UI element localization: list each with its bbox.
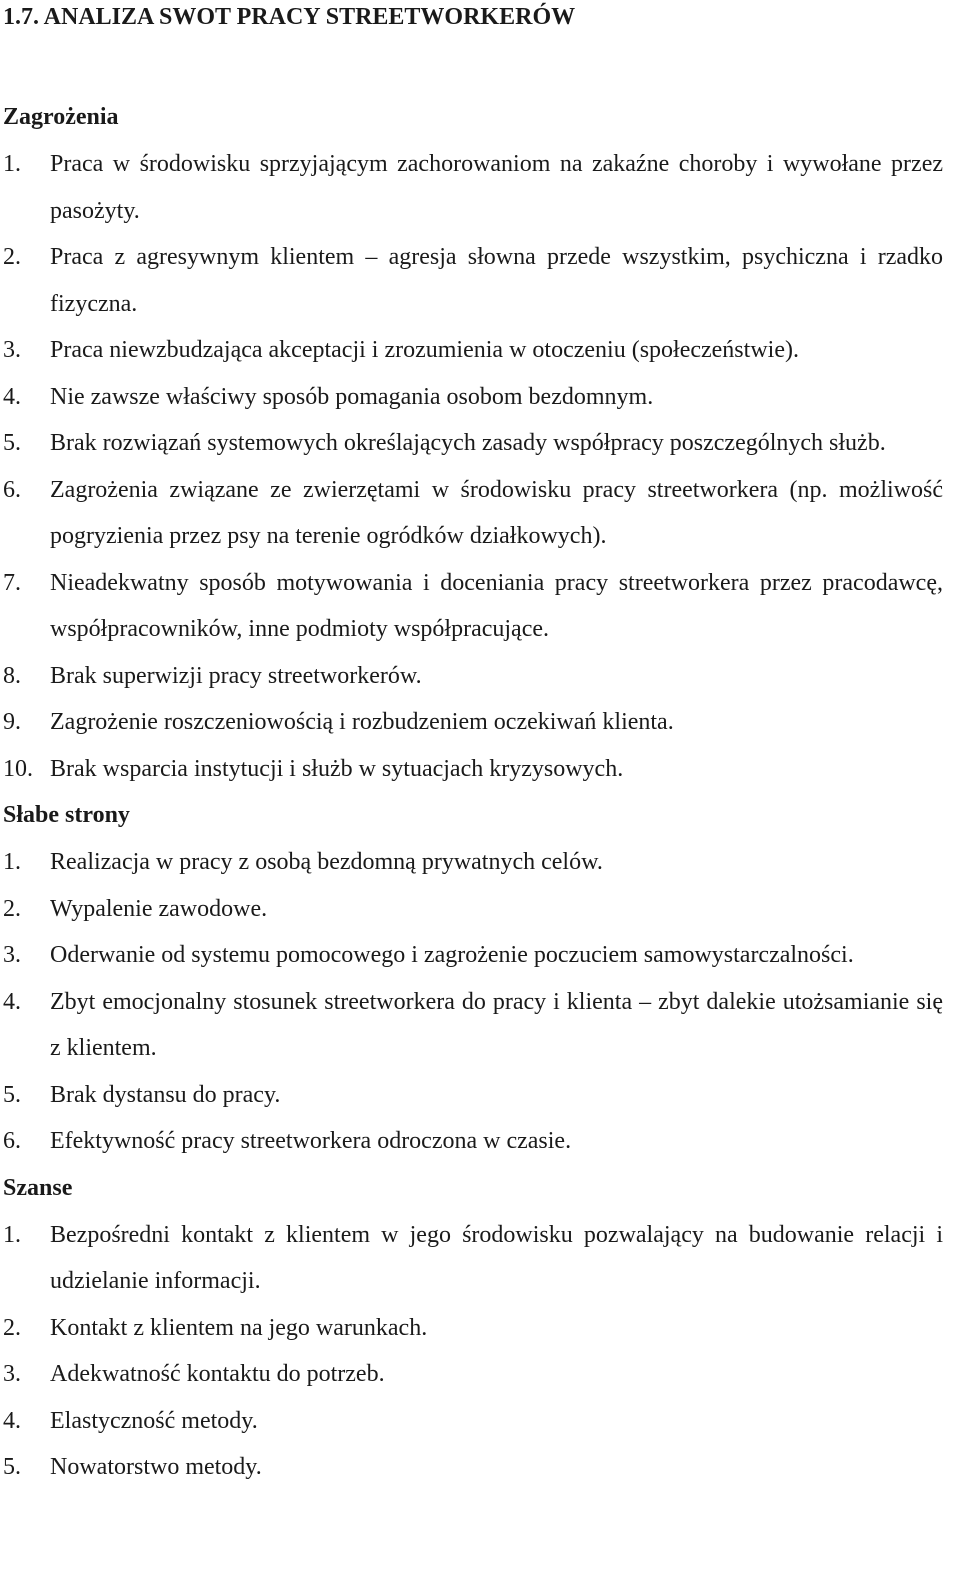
list-item [3,886,943,933]
list-item [3,1398,943,1445]
list-item-number: 1. [3,849,21,875]
list-item-text: Brak rozwiązań systemowych określających zasady współpracy poszczególnych służb. [50,430,886,456]
list-item [3,1444,943,1491]
list-item [3,560,943,653]
list-item-text: Zagrożenia związane ze zwierzętami w środowisku pracy streetworkera (np. możliwość pogryzienia przez psy na terenie ogródków działkowych). [50,476,943,549]
section-heading-threats: Zagrożenia [3,104,119,130]
list-item-number: 8. [3,662,21,689]
list-item [3,374,943,421]
list-item [3,141,943,234]
list-item-text: Kontakt z klientem na jego warunkach. [50,1314,428,1341]
list-item-text: Brak wsparcia instytucji i służb w sytuacjach kryzysowych. [50,755,624,782]
list-item [3,699,943,746]
list-item-text: Efektywność pracy streetworkera odroczona w czasie. [50,1128,572,1154]
list-item-number: 9. [3,709,21,735]
list-item [3,932,943,979]
list-item-text: Brak dystansu do pracy. [50,1081,281,1108]
list-item-number: 2. [3,244,21,270]
list-item-text: Praca w środowisku sprzyjającym zachorowaniom na zakaźne choroby i wywołane przez pasożyty. [50,151,943,224]
list-item [3,467,943,560]
list-item-text: Zbyt emocjonalny stosunek streetworkera do pracy i klienta – zbyt dalekie utożsamianie się z klientem. [50,988,943,1061]
list-item-number: 2. [3,895,21,922]
list-item-text: Praca z agresywnym klientem – agresja słowna przede wszystkim, psychiczna i rzadko fizyczna. [50,244,943,317]
list-item [3,1118,943,1165]
list-item-text: Brak superwizji pracy streetworkerów. [50,662,422,689]
list-item-number: 5. [3,1081,21,1108]
list-item-number: 3. [3,337,21,363]
weaknesses-list [3,839,943,1165]
document-page [3,0,943,1491]
list-item-number: 4. [3,383,21,410]
list-item-text: Bezpośredni kontakt z klientem w jego środowisku pozwalający na budowanie relacji i udzielanie informacji. [50,1221,943,1294]
list-item [3,1351,943,1398]
list-item-number: 6. [3,1128,21,1154]
list-item-text: Praca niewzbudzająca akceptacji i zrozumienia w otoczeniu (społeczeństwie). [50,337,799,363]
list-item-number: 6. [3,476,21,503]
list-item-number: 1. [3,151,21,177]
list-item-number: 7. [3,569,21,596]
list-item [3,420,943,467]
section-heading-weaknesses: Słabe strony [3,802,130,828]
list-item [3,234,943,327]
list-item-text: Wypalenie zawodowe. [50,895,268,922]
opportunities-list [3,1212,943,1491]
list-item [3,979,943,1072]
list-item-number: 5. [3,1454,21,1480]
list-item-number: 4. [3,988,21,1015]
section-heading-opportunities: Szanse [3,1174,73,1201]
list-item-text: Zagrożenie roszczeniowością i rozbudzeniem oczekiwań klienta. [50,709,674,735]
threats-list [3,141,943,792]
list-item [3,839,943,886]
list-item-text: Adekwatność kontaktu do potrzeb. [50,1361,385,1387]
list-item [3,746,943,793]
list-item-text: Elastyczność metody. [50,1407,258,1434]
list-item-number: 10. [3,755,33,782]
document-title: 1.7. ANALIZA SWOT PRACY STREETWORKERÓW [3,4,576,30]
list-item-text: Nowatorstwo metody. [50,1454,262,1480]
list-item-text: Nieadekwatny sposób motywowania i doceniania pracy streetworkera przez pracodawcę, współpracowników, inne podmioty współpracujące. [50,569,943,642]
list-item-number: 4. [3,1407,21,1434]
list-item-number: 5. [3,430,21,456]
list-item-number: 2. [3,1314,21,1341]
list-item [3,1305,943,1352]
list-item-text: Realizacja w pracy z osobą bezdomną prywatnych celów. [50,849,603,875]
list-item-number: 3. [3,1361,21,1387]
list-item-text: Nie zawsze właściwy sposób pomagania osobom bezdomnym. [50,383,654,410]
list-item [3,327,943,374]
list-item [3,1212,943,1305]
list-item [3,653,943,700]
list-item-number: 1. [3,1221,21,1248]
list-item-number: 3. [3,942,21,968]
list-item [3,1072,943,1119]
list-item-text: Oderwanie od systemu pomocowego i zagrożenie poczuciem samowystarczalności. [50,942,854,968]
